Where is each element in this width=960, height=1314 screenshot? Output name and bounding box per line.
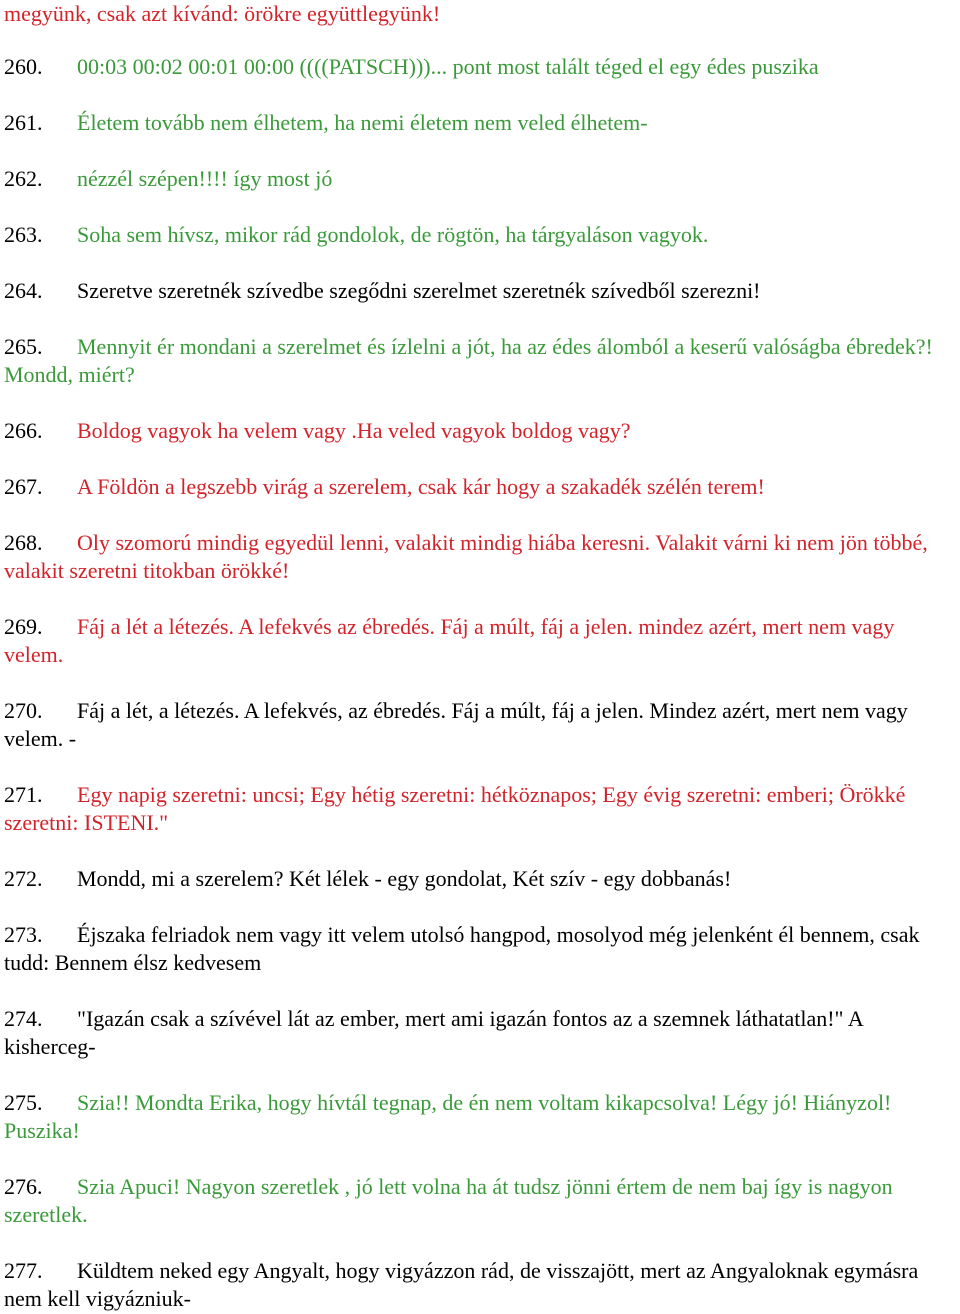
item-number: 262.: [4, 166, 43, 191]
item-number: 268.: [4, 530, 43, 555]
item-number: 260.: [4, 54, 43, 79]
item-text: Szia!! Mondta Erika, hogy hívtál tegnap, de én nem voltam kikapcsolva! Légy jó! Hiányzol! Puszika!: [4, 1090, 892, 1143]
item-number: 273.: [4, 922, 43, 947]
list-item-275: [4, 1089, 958, 1145]
item-number: 275.: [4, 1090, 43, 1115]
list-item-270: [4, 697, 958, 753]
item-text: nézzél szépen!!!! így most jó: [77, 166, 333, 191]
item-number: 274.: [4, 1006, 43, 1031]
continued-text: megyünk, csak azt kívánd: örökre együttlegyünk!: [4, 1, 441, 26]
item-text: Fáj a lét, a létezés. A lefekvés, az ébredés. Fáj a múlt, fáj a jelen. Mindez azért, mert nem vagy velem. -: [4, 698, 908, 751]
item-text: "Igazán csak a szívével lát az ember, mert ami igazán fontos az a szemnek láthatatlan!" A kisherceg-: [4, 1006, 863, 1059]
continued-line: [4, 0, 958, 28]
item-number: 261.: [4, 110, 43, 135]
list-item-265: [4, 333, 958, 389]
item-text: Mondd, mi a szerelem? Két lélek - egy gondolat, Két szív - egy dobbanás!: [77, 866, 732, 891]
item-number: 277.: [4, 1258, 43, 1283]
item-number: 271.: [4, 782, 43, 807]
item-text: 00:03 00:02 00:01 00:00 ((((PATSCH)))... pont most talált téged el egy édes puszika: [77, 54, 819, 79]
list-item-260: [4, 53, 958, 81]
item-text: Soha sem hívsz, mikor rád gondolok, de rögtön, ha tárgyaláson vagyok.: [77, 222, 709, 247]
item-text: A Földön a legszebb virág a szerelem, csak kár hogy a szakadék szélén terem!: [77, 474, 765, 499]
item-text: Fáj a lét a létezés. A lefekvés az ébredés. Fáj a múlt, fáj a jelen. mindez azért, mert nem vagy velem.: [4, 614, 895, 667]
list-item-277: [4, 1257, 958, 1313]
item-number: 265.: [4, 334, 43, 359]
list-item-264: [4, 277, 958, 305]
list-item-276: [4, 1173, 958, 1229]
item-number: 272.: [4, 866, 43, 891]
item-number: 263.: [4, 222, 43, 247]
list-item-263: [4, 221, 958, 249]
item-text: Oly szomorú mindig egyedül lenni, valakit mindig hiába keresni. Valakit várni ki nem jön többé, valakit szeretni titokban örökké!: [4, 530, 928, 583]
list-item-268: [4, 529, 958, 585]
item-text: Éjszaka felriadok nem vagy itt velem utolsó hangpod, mosolyod még jelenként él bennem, csak tudd: Bennem élsz kedvesem: [4, 922, 920, 975]
list-item-261: [4, 109, 958, 137]
item-number: 276.: [4, 1174, 43, 1199]
item-text: Szia Apuci! Nagyon szeretlek , jó lett volna ha át tudsz jönni értem de nem baj így is nagyon szeretlek.: [4, 1174, 893, 1227]
item-text: Egy napig szeretni: uncsi; Egy hétig szeretni: hétköznapos; Egy évig szeretni: emberi; Örökké szeretni: ISTENI.": [4, 782, 906, 835]
list-item-273: [4, 921, 958, 977]
list-item-274: [4, 1005, 958, 1061]
list-item-272: [4, 865, 958, 893]
list-item-271: [4, 781, 958, 837]
item-number: 269.: [4, 614, 43, 639]
item-text: Életem tovább nem élhetem, ha nemi életem nem veled élhetem-: [77, 110, 648, 135]
item-number: 267.: [4, 474, 43, 499]
item-text: Boldog vagyok ha velem vagy .Ha veled vagyok boldog vagy?: [77, 418, 631, 443]
item-number: 264.: [4, 278, 43, 303]
list-item-269: [4, 613, 958, 669]
item-number: 270.: [4, 698, 43, 723]
item-text: Szeretve szeretnék szívedbe szegődni szerelmet szeretnék szívedből szerezni!: [77, 278, 761, 303]
list-item-266: [4, 417, 958, 445]
item-text: Küldtem neked egy Angyalt, hogy vigyázzon rád, de visszajött, mert az Angyaloknak egymásra nem kell vigyázniuk-: [4, 1258, 919, 1311]
item-text: Mennyit ér mondani a szerelmet és ízlelni a jót, ha az édes álomból a keserű valóságba ébredek?! Mondd, miért?: [4, 334, 933, 387]
list-item-262: [4, 165, 958, 193]
list-item-267: [4, 473, 958, 501]
item-number: 266.: [4, 418, 43, 443]
